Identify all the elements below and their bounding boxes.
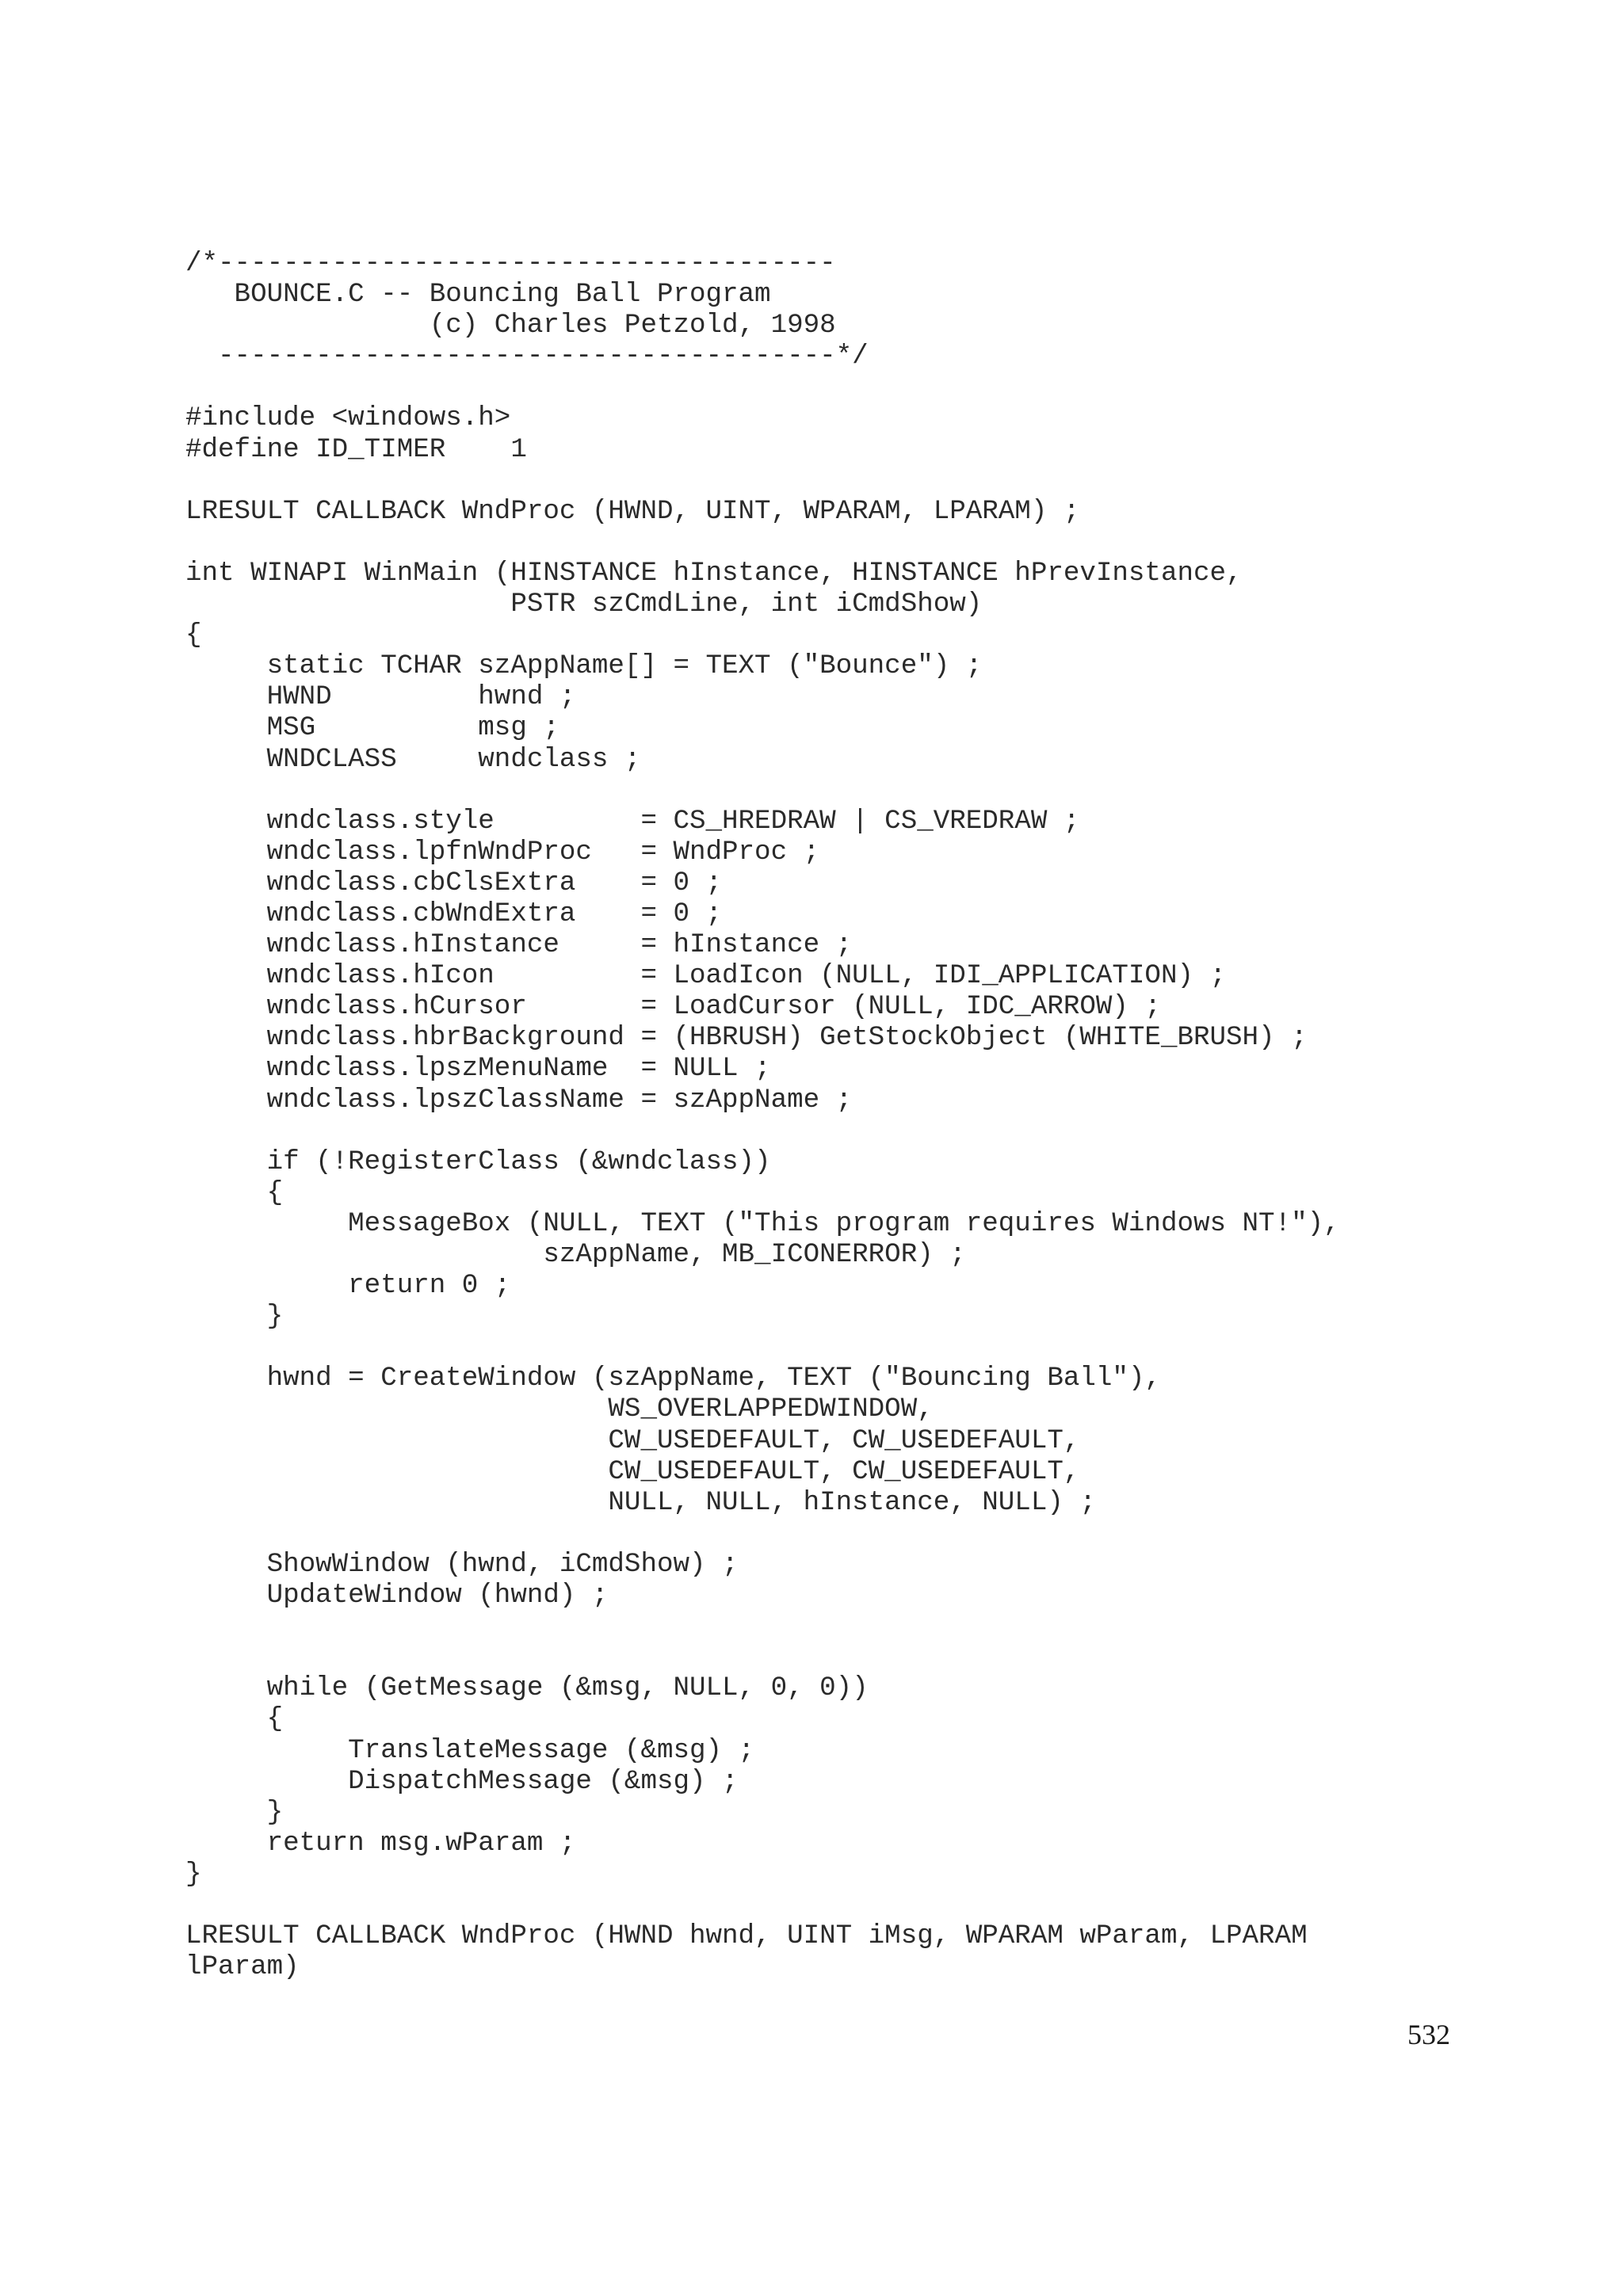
code-line: }	[185, 1302, 284, 1333]
code-line: wndclass.hbrBackground = (HBRUSH) GetStockObject (WHITE_BRUSH) ;	[185, 1023, 1308, 1054]
code-line: wndclass.lpfnWndProc = WndProc ;	[185, 837, 820, 868]
code-line: return 0 ;	[185, 1271, 511, 1302]
code-line: PSTR szCmdLine, int iCmdShow)	[185, 589, 983, 620]
code-line: while (GetMessage (&msg, NULL, 0, 0))	[185, 1673, 869, 1704]
page-number: 532	[1407, 2019, 1450, 2050]
code-line: #include <windows.h>	[185, 403, 511, 434]
code-line: }	[185, 1859, 202, 1890]
code-line: LRESULT CALLBACK WndProc (HWND hwnd, UINT iMsg, WPARAM wParam, LPARAM	[185, 1921, 1308, 1952]
code-line: BOUNCE.C -- Bouncing Ball Program	[185, 280, 771, 311]
code-line: wndclass.style = CS_HREDRAW | CS_VREDRAW ;	[185, 806, 1080, 837]
code-listing	[185, 249, 1340, 1983]
code-line: LRESULT CALLBACK WndProc (HWND, UINT, WPARAM, LPARAM) ;	[185, 496, 1080, 527]
code-line: {	[185, 620, 202, 651]
code-line	[185, 1611, 1340, 1642]
code-line: {	[185, 1704, 284, 1735]
code-line: --------------------------------------*/	[185, 341, 869, 372]
code-line: /*--------------------------------------	[185, 249, 836, 279]
code-line: return msg.wParam ;	[185, 1828, 576, 1859]
code-line: CW_USEDEFAULT, CW_USEDEFAULT,	[185, 1425, 1080, 1456]
code-line	[185, 1890, 1340, 1921]
code-line: WS_OVERLAPPEDWINDOW,	[185, 1394, 934, 1425]
code-line: (c) Charles Petzold, 1998	[185, 311, 836, 341]
code-line: wndclass.hCursor = LoadCursor (NULL, IDC_ARROW) ;	[185, 992, 1161, 1023]
code-line: DispatchMessage (&msg) ;	[185, 1766, 739, 1797]
code-line: #define ID_TIMER 1	[185, 434, 527, 465]
code-line	[185, 776, 1340, 807]
code-line	[185, 1519, 1340, 1550]
code-line	[185, 372, 1340, 403]
code-line: HWND hwnd ;	[185, 682, 576, 713]
code-line: ShowWindow (hwnd, iCmdShow) ;	[185, 1549, 739, 1580]
code-line: CW_USEDEFAULT, CW_USEDEFAULT,	[185, 1456, 1080, 1487]
code-line	[185, 528, 1340, 559]
code-line: MSG msg ;	[185, 713, 559, 744]
code-line: wndclass.cbClsExtra = 0 ;	[185, 868, 723, 898]
code-line: static TCHAR szAppName[] = TEXT ("Bounce") ;	[185, 651, 983, 682]
code-line: MessageBox (NULL, TEXT ("This program requires Windows NT!"),	[185, 1208, 1340, 1239]
code-line: TranslateMessage (&msg) ;	[185, 1735, 755, 1766]
code-line: wndclass.hIcon = LoadIcon (NULL, IDI_APPLICATION) ;	[185, 961, 1227, 992]
code-line	[185, 466, 1340, 497]
code-line: wndclass.lpszMenuName = NULL ;	[185, 1054, 771, 1085]
code-line: hwnd = CreateWindow (szAppName, TEXT ("Bouncing Ball"),	[185, 1363, 1161, 1394]
code-line: wndclass.cbWndExtra = 0 ;	[185, 898, 723, 929]
code-line: if (!RegisterClass (&wndclass))	[185, 1146, 771, 1177]
code-line: NULL, NULL, hInstance, NULL) ;	[185, 1487, 1096, 1518]
code-line: {	[185, 1177, 284, 1208]
code-line: wndclass.hInstance = hInstance ;	[185, 930, 853, 961]
code-line	[185, 1642, 1340, 1673]
code-line: wndclass.lpszClassName = szAppName ;	[185, 1085, 853, 1116]
code-line: szAppName, MB_ICONERROR) ;	[185, 1240, 966, 1270]
code-line: WNDCLASS wndclass ;	[185, 744, 641, 775]
code-line: UpdateWindow (hwnd) ;	[185, 1581, 609, 1611]
code-line: int WINAPI WinMain (HINSTANCE hInstance, HINSTANCE hPrevInstance,	[185, 558, 1243, 589]
code-line: }	[185, 1797, 284, 1828]
code-line: lParam)	[185, 1952, 300, 1983]
code-line	[185, 1116, 1340, 1147]
code-line	[185, 1333, 1340, 1363]
